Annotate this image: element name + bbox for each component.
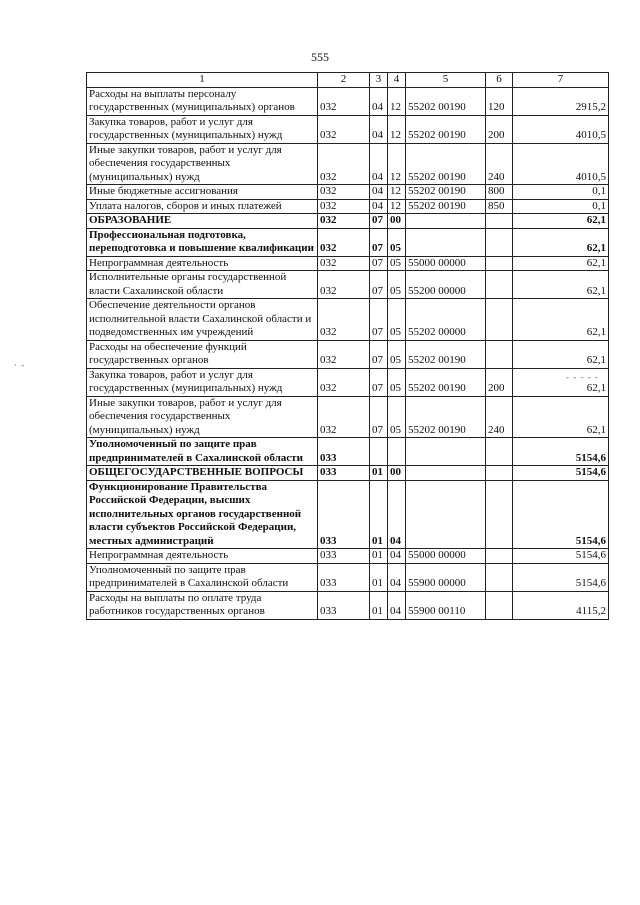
cell-target-article [406,228,486,256]
cell-amount: 0,1 [513,199,609,214]
cell-name: Иные закупки товаров, работ и услуг для обеспечения государственных (муниципальных) нужд [87,143,318,185]
cell-section: 07 [370,368,388,396]
cell-expense-type: 200 [486,115,513,143]
table-body [87,87,609,619]
page-number: 555 [311,50,329,64]
cell-name: Исполнительные органы государственной власти Сахалинской области [87,271,318,299]
table-row [87,396,609,438]
table-row [87,563,609,591]
column-header: 7 [513,73,609,88]
cell-amount: 62,1 [513,396,609,438]
cell-expense-type: 200 [486,368,513,396]
table-row [87,185,609,200]
cell-target-article [406,480,486,549]
cell-subsection: 04 [388,591,406,619]
scan-mark-right: - - - - - [566,372,599,382]
cell-subsection: 04 [388,563,406,591]
cell-section: 01 [370,466,388,481]
cell-admin-code: 032 [318,256,370,271]
cell-name: Расходы на выплаты персоналу государственных (муниципальных) органов [87,87,318,115]
cell-section: 07 [370,228,388,256]
cell-name: ОБЩЕГОСУДАРСТВЕННЫЕ ВОПРОСЫ [87,466,318,481]
table-row [87,299,609,341]
cell-target-article: 55202 00190 [406,185,486,200]
cell-expense-type [486,466,513,481]
cell-admin-code: 032 [318,185,370,200]
cell-target-article: 55202 00190 [406,368,486,396]
cell-section: 04 [370,199,388,214]
cell-name: Непрограммная деятельность [87,549,318,564]
table-row [87,549,609,564]
table-row [87,438,609,466]
header-row [87,73,609,88]
cell-subsection: 05 [388,271,406,299]
cell-expense-type: 240 [486,143,513,185]
cell-admin-code: 032 [318,214,370,229]
cell-expense-type [486,271,513,299]
cell-subsection: 05 [388,368,406,396]
cell-admin-code: 032 [318,299,370,341]
cell-name: Обеспечение деятельности органов исполнительной власти Сахалинской области и подведомственных им учреждений [87,299,318,341]
cell-amount: 62,1 [513,256,609,271]
cell-admin-code: 032 [318,143,370,185]
cell-amount: 4115,2 [513,591,609,619]
cell-admin-code: 032 [318,199,370,214]
cell-name: ОБРАЗОВАНИЕ [87,214,318,229]
cell-section: 01 [370,480,388,549]
cell-subsection: 12 [388,87,406,115]
cell-target-article [406,438,486,466]
cell-expense-type: 240 [486,396,513,438]
cell-subsection: 04 [388,549,406,564]
table-row [87,591,609,619]
cell-admin-code: 032 [318,87,370,115]
table-row [87,199,609,214]
table-row [87,271,609,299]
cell-name: Иные закупки товаров, работ и услуг для обеспечения государственных (муниципальных) нужд [87,396,318,438]
column-header: 3 [370,73,388,88]
cell-expense-type [486,214,513,229]
cell-admin-code: 032 [318,368,370,396]
cell-amount: 5154,6 [513,438,609,466]
cell-target-article: 55202 00190 [406,396,486,438]
cell-expense-type [486,256,513,271]
cell-amount: 62,1 [513,271,609,299]
cell-amount: 0,1 [513,185,609,200]
cell-expense-type [486,340,513,368]
cell-amount: 5154,6 [513,549,609,564]
cell-section: 07 [370,256,388,271]
cell-target-article: 55000 00000 [406,549,486,564]
cell-target-article: 55202 00190 [406,115,486,143]
column-header: 6 [486,73,513,88]
cell-section: 07 [370,340,388,368]
table-row [87,368,609,396]
table-row [87,228,609,256]
cell-name: Профессиональная подготовка, переподготовка и повышение квалификации [87,228,318,256]
cell-admin-code: 032 [318,115,370,143]
cell-subsection [388,438,406,466]
table-row [87,214,609,229]
cell-amount: 4010,5 [513,143,609,185]
cell-section: 04 [370,87,388,115]
cell-amount: 62,1 [513,299,609,341]
cell-section: 07 [370,299,388,341]
cell-name: Расходы на обеспечение функций государственных органов [87,340,318,368]
cell-expense-type [486,480,513,549]
cell-admin-code: 033 [318,591,370,619]
cell-section: 01 [370,549,388,564]
cell-amount: 5154,6 [513,563,609,591]
cell-admin-code: 033 [318,549,370,564]
cell-amount: 62,1 [513,340,609,368]
table-row [87,87,609,115]
cell-admin-code: 032 [318,396,370,438]
column-header: 5 [406,73,486,88]
cell-expense-type [486,549,513,564]
cell-target-article: 55000 00000 [406,256,486,271]
budget-table [86,72,609,620]
cell-admin-code: 033 [318,438,370,466]
cell-target-article: 55202 00190 [406,199,486,214]
cell-target-article [406,466,486,481]
cell-expense-type [486,563,513,591]
cell-name: Непрограммная деятельность [87,256,318,271]
table-row [87,143,609,185]
cell-section: 01 [370,591,388,619]
cell-section: 01 [370,563,388,591]
column-header: 1 [87,73,318,88]
cell-subsection: 05 [388,256,406,271]
cell-subsection: 05 [388,396,406,438]
table-row [87,466,609,481]
cell-name: Функционирование Правительства Российской Федерации, высших исполнительных органов государственной власти субъектов Российской Федерации, местных администраций [87,480,318,549]
cell-target-article: 55202 00000 [406,299,486,341]
cell-expense-type [486,299,513,341]
cell-subsection: 12 [388,115,406,143]
cell-name: Уполномоченный по защите прав предпринимателей в Сахалинской области [87,438,318,466]
cell-name: Уполномоченный по защите прав предпринимателей в Сахалинской области [87,563,318,591]
cell-name: Закупка товаров, работ и услуг для государственных (муниципальных) нужд [87,115,318,143]
table-row [87,256,609,271]
cell-amount: 62,1 [513,228,609,256]
cell-subsection: 05 [388,228,406,256]
cell-target-article: 55202 00190 [406,340,486,368]
column-header: 2 [318,73,370,88]
cell-target-article: 55900 00000 [406,563,486,591]
cell-subsection: 04 [388,480,406,549]
scan-mark-left: · - [14,360,26,370]
cell-admin-code: 032 [318,340,370,368]
cell-expense-type [486,591,513,619]
cell-expense-type [486,438,513,466]
cell-expense-type: 850 [486,199,513,214]
cell-section [370,438,388,466]
cell-expense-type [486,228,513,256]
cell-expense-type: 800 [486,185,513,200]
cell-admin-code: 032 [318,228,370,256]
cell-target-article: 55202 00190 [406,87,486,115]
cell-section: 07 [370,271,388,299]
cell-subsection: 12 [388,143,406,185]
cell-name: Закупка товаров, работ и услуг для государственных (муниципальных) нужд [87,368,318,396]
cell-admin-code: 032 [318,271,370,299]
cell-amount: 5154,6 [513,466,609,481]
cell-section: 07 [370,396,388,438]
cell-subsection: 12 [388,185,406,200]
cell-amount: 5154,6 [513,480,609,549]
cell-section: 04 [370,115,388,143]
table-row [87,115,609,143]
cell-section: 04 [370,185,388,200]
cell-target-article: 55900 00110 [406,591,486,619]
cell-admin-code: 033 [318,466,370,481]
cell-amount: 2915,2 [513,87,609,115]
cell-subsection: 05 [388,340,406,368]
cell-section: 04 [370,143,388,185]
cell-admin-code: 033 [318,563,370,591]
column-header: 4 [388,73,406,88]
cell-name: Расходы на выплаты по оплате труда работников государственных органов [87,591,318,619]
cell-target-article: 55200 00000 [406,271,486,299]
cell-amount: 4010,5 [513,115,609,143]
cell-subsection: 05 [388,299,406,341]
cell-admin-code: 033 [318,480,370,549]
cell-target-article: 55202 00190 [406,143,486,185]
cell-subsection: 00 [388,214,406,229]
cell-amount: 62,1 [513,214,609,229]
cell-name: Уплата налогов, сборов и иных платежей [87,199,318,214]
cell-target-article [406,214,486,229]
cell-subsection: 00 [388,466,406,481]
cell-section: 07 [370,214,388,229]
cell-name: Иные бюджетные ассигнования [87,185,318,200]
cell-amount: 62,1 [513,368,609,396]
table-row [87,480,609,549]
cell-subsection: 12 [388,199,406,214]
table-row [87,340,609,368]
cell-expense-type: 120 [486,87,513,115]
